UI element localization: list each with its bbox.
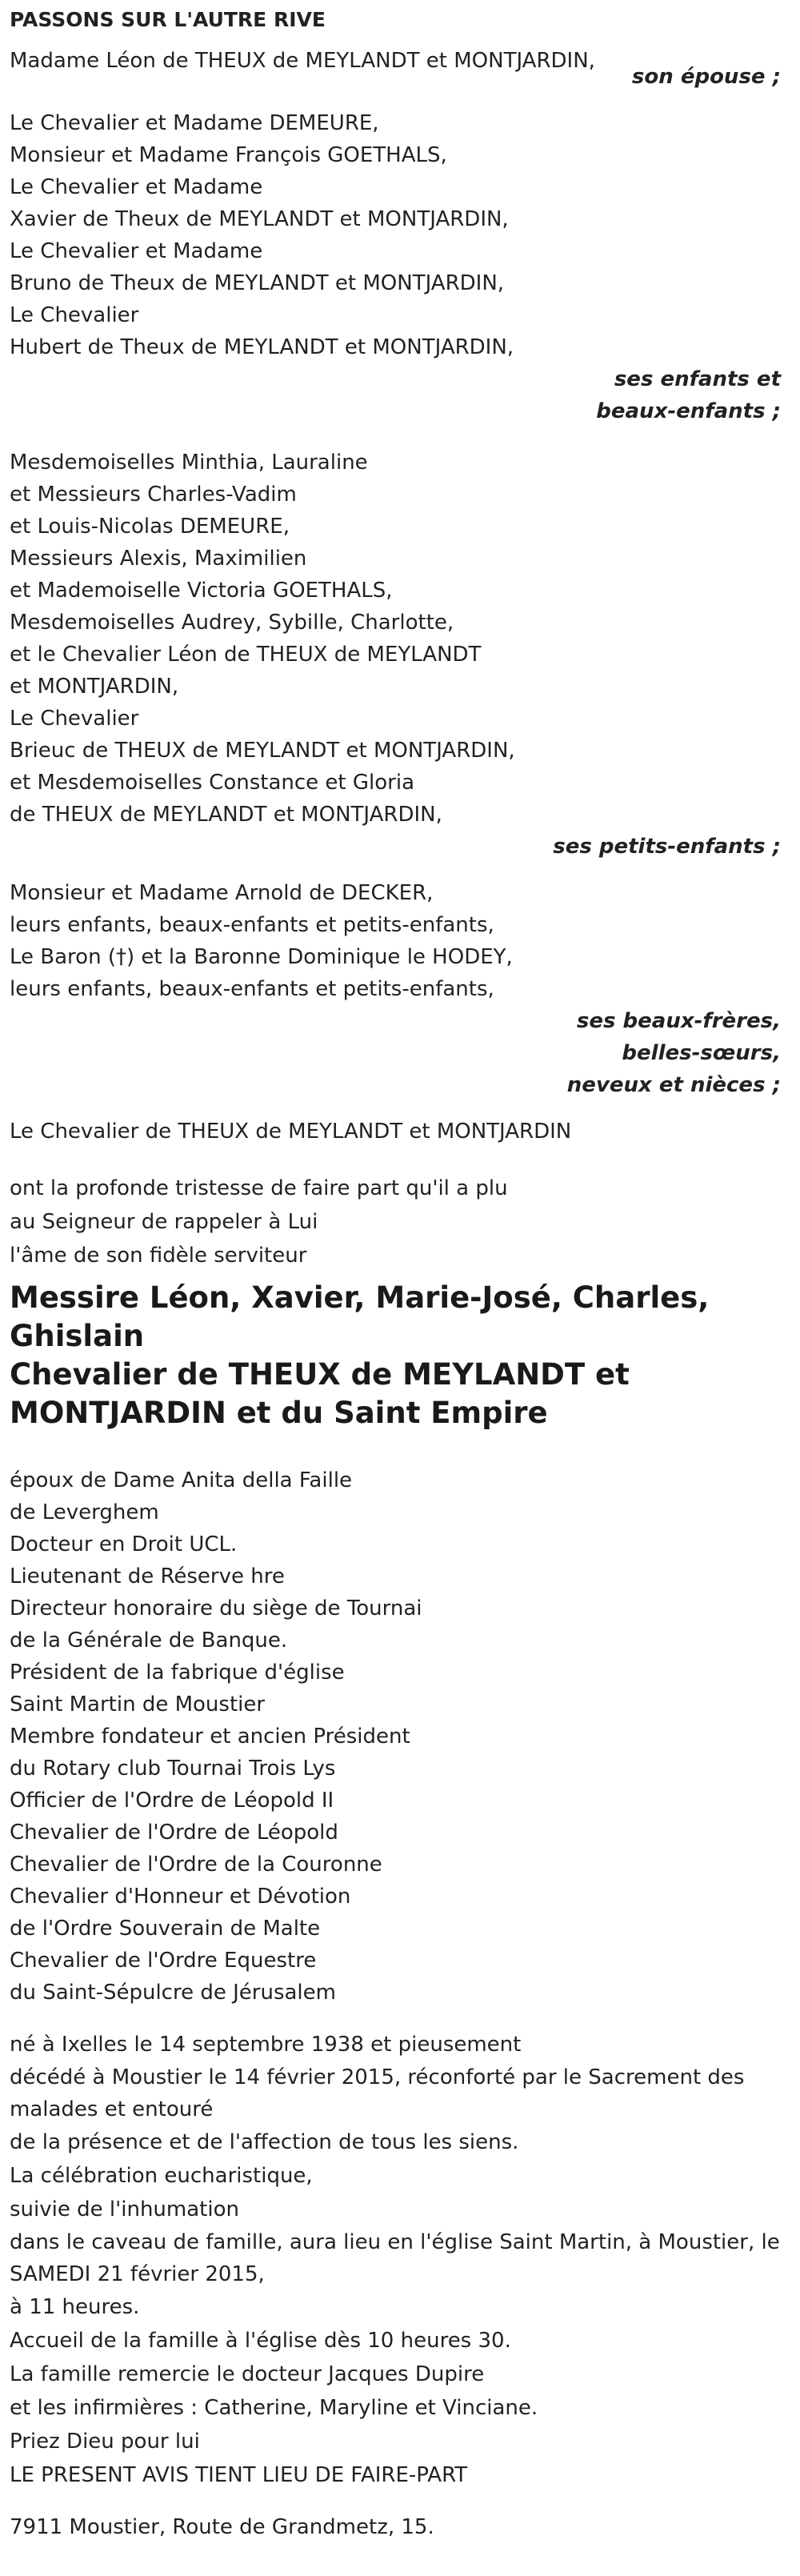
biography-line: de la Générale de Banque. bbox=[10, 1629, 288, 1653]
deceased-name bbox=[10, 1279, 790, 1432]
details-line: La famille remercie le docteur Jacques Dupire bbox=[10, 2362, 485, 2386]
biography-line: époux de Dame Anita della Faille bbox=[10, 1468, 353, 1492]
biography-line: Président de la fabrique d'église bbox=[10, 1661, 345, 1685]
grandchildren-line: et Mesdemoiselles Constance et Gloria bbox=[10, 771, 415, 795]
spouse-relation: son épouse ; bbox=[631, 65, 781, 89]
announcement-line: ont la profonde tristesse de faire part qu'il a plu bbox=[10, 1176, 508, 1200]
details-line: et les infirmières : Catherine, Maryline et Vinciane. bbox=[10, 2396, 538, 2420]
details-line: LE PRESENT AVIS TIENT LIEU DE FAIRE-PART bbox=[10, 2463, 468, 2487]
announcement-line: au Seigneur de rappeler à Lui bbox=[10, 1210, 318, 1234]
details-line: Accueil de la famille à l'église dès 10 heures 30. bbox=[10, 2329, 511, 2353]
details-line: décédé à Moustier le 14 février 2015, réconforté par le Sacrement des malades et entouré bbox=[10, 2065, 745, 2121]
details-line: dans le caveau de famille, aura lieu en l'église Saint Martin, à Moustier, le SAMEDI 21 février 2015, bbox=[10, 2230, 780, 2286]
grandchildren-relation: ses petits-enfants ; bbox=[553, 835, 781, 859]
children-section bbox=[10, 107, 790, 427]
siblings-section bbox=[10, 877, 790, 1101]
children-line: Le Chevalier et Madame bbox=[10, 175, 263, 199]
biography-line: Saint Martin de Moustier bbox=[10, 1693, 266, 1717]
deceased-name-line: MONTJARDIN et du Saint Empire bbox=[10, 1396, 548, 1430]
biography-line: Chevalier de l'Ordre de Léopold bbox=[10, 1821, 338, 1845]
announcement-section bbox=[10, 1172, 790, 1272]
details-section bbox=[10, 2028, 790, 2492]
biography-line: Directeur honoraire du siège de Tournai bbox=[10, 1596, 422, 1621]
deceased-name-line: Chevalier de THEUX de MEYLANDT et bbox=[10, 1357, 630, 1392]
grandchildren-line: et MONTJARDIN, bbox=[10, 675, 179, 699]
biography-line: du Saint-Sépulcre de Jérusalem bbox=[10, 1981, 336, 2005]
children-relation: beaux-enfants ; bbox=[596, 399, 781, 423]
biography-line: de l'Ordre Souverain de Malte bbox=[10, 1917, 321, 1941]
biography-line: Chevalier d'Honneur et Dévotion bbox=[10, 1885, 351, 1909]
siblings-relation: belles-sœurs, bbox=[622, 1041, 781, 1065]
biography-line: du Rotary club Tournai Trois Lys bbox=[10, 1757, 336, 1781]
spouse-line: Madame Léon de THEUX de MEYLANDT et MONTJARDIN, bbox=[10, 49, 595, 73]
grandchildren-line: de THEUX de MEYLANDT et MONTJARDIN, bbox=[10, 803, 442, 827]
grandchildren-line: Le Chevalier bbox=[10, 707, 139, 731]
grandchildren-line: et Louis-Nicolas DEMEURE, bbox=[10, 515, 290, 539]
biography-line: Lieutenant de Réserve hre bbox=[10, 1564, 285, 1588]
children-line: Xavier de Theux de MEYLANDT et MONTJARDIN, bbox=[10, 207, 509, 231]
grandchildren-line: et Mademoiselle Victoria GOETHALS, bbox=[10, 579, 393, 603]
biography-line: Chevalier de l'Ordre de la Couronne bbox=[10, 1853, 382, 1877]
siblings-line: Monsieur et Madame Arnold de DECKER, bbox=[10, 881, 434, 905]
details-line: suivie de l'inhumation bbox=[10, 2197, 239, 2221]
biography-section bbox=[10, 1464, 790, 2009]
grandchildren-line: Brieuc de THEUX de MEYLANDT et MONTJARDIN, bbox=[10, 739, 515, 763]
other-relative-line: Le Chevalier de THEUX de MEYLANDT et MONTJARDIN bbox=[10, 1120, 572, 1144]
biography-line: Membre fondateur et ancien Président bbox=[10, 1725, 410, 1749]
details-line: né à Ixelles le 14 septembre 1938 et pieusement bbox=[10, 2033, 522, 2057]
page-header: PASSONS SUR L'AUTRE RIVE bbox=[10, 8, 326, 31]
details-line: La célébration eucharistique, bbox=[10, 2164, 313, 2188]
biography-line: Officier de l'Ordre de Léopold II bbox=[10, 1789, 334, 1813]
siblings-line: leurs enfants, beaux-enfants et petits-enfants, bbox=[10, 977, 494, 1001]
spouse-section bbox=[10, 45, 790, 93]
details-line: à 11 heures. bbox=[10, 2295, 140, 2319]
children-line: Le Chevalier bbox=[10, 303, 139, 327]
siblings-relation: neveux et nièces ; bbox=[566, 1073, 781, 1097]
announcement-line: l'âme de son fidèle serviteur bbox=[10, 1244, 307, 1268]
children-relation: ses enfants et bbox=[614, 367, 781, 391]
children-line: Bruno de Theux de MEYLANDT et MONTJARDIN, bbox=[10, 271, 505, 295]
grandchildren-line: Mesdemoiselles Minthia, Lauraline bbox=[10, 451, 368, 475]
children-line: Le Chevalier et Madame bbox=[10, 239, 263, 263]
siblings-relation: ses beaux-frères, bbox=[576, 1009, 781, 1033]
deceased-name-line: Messire Léon, Xavier, Marie-José, Charles, Ghislain bbox=[10, 1280, 710, 1353]
siblings-line: leurs enfants, beaux-enfants et petits-enfants, bbox=[10, 913, 494, 937]
grandchildren-line: et Messieurs Charles-Vadim bbox=[10, 483, 297, 507]
children-line: Monsieur et Madame François GOETHALS, bbox=[10, 143, 447, 167]
grandchildren-line: Messieurs Alexis, Maximilien bbox=[10, 547, 307, 571]
children-line: Le Chevalier et Madame DEMEURE, bbox=[10, 111, 379, 135]
biography-line: de Leverghem bbox=[10, 1500, 159, 1524]
biography-line: Chevalier de l'Ordre Equestre bbox=[10, 1949, 317, 1973]
details-line: de la présence et de l'affection de tous les siens. bbox=[10, 2130, 519, 2154]
details-line: Priez Dieu pour lui bbox=[10, 2430, 200, 2454]
children-line: Hubert de Theux de MEYLANDT et MONTJARDIN, bbox=[10, 335, 514, 359]
grandchildren-line: Mesdemoiselles Audrey, Sybille, Charlotte, bbox=[10, 611, 454, 635]
grandchildren-section bbox=[10, 447, 790, 863]
grandchildren-line: et le Chevalier Léon de THEUX de MEYLANDT bbox=[10, 643, 482, 667]
address-line: 7911 Moustier, Route de Grandmetz, 15. bbox=[10, 2515, 434, 2539]
siblings-line: Le Baron (†) et la Baronne Dominique le HODEY, bbox=[10, 945, 513, 969]
biography-line: Docteur en Droit UCL. bbox=[10, 1532, 238, 1556]
